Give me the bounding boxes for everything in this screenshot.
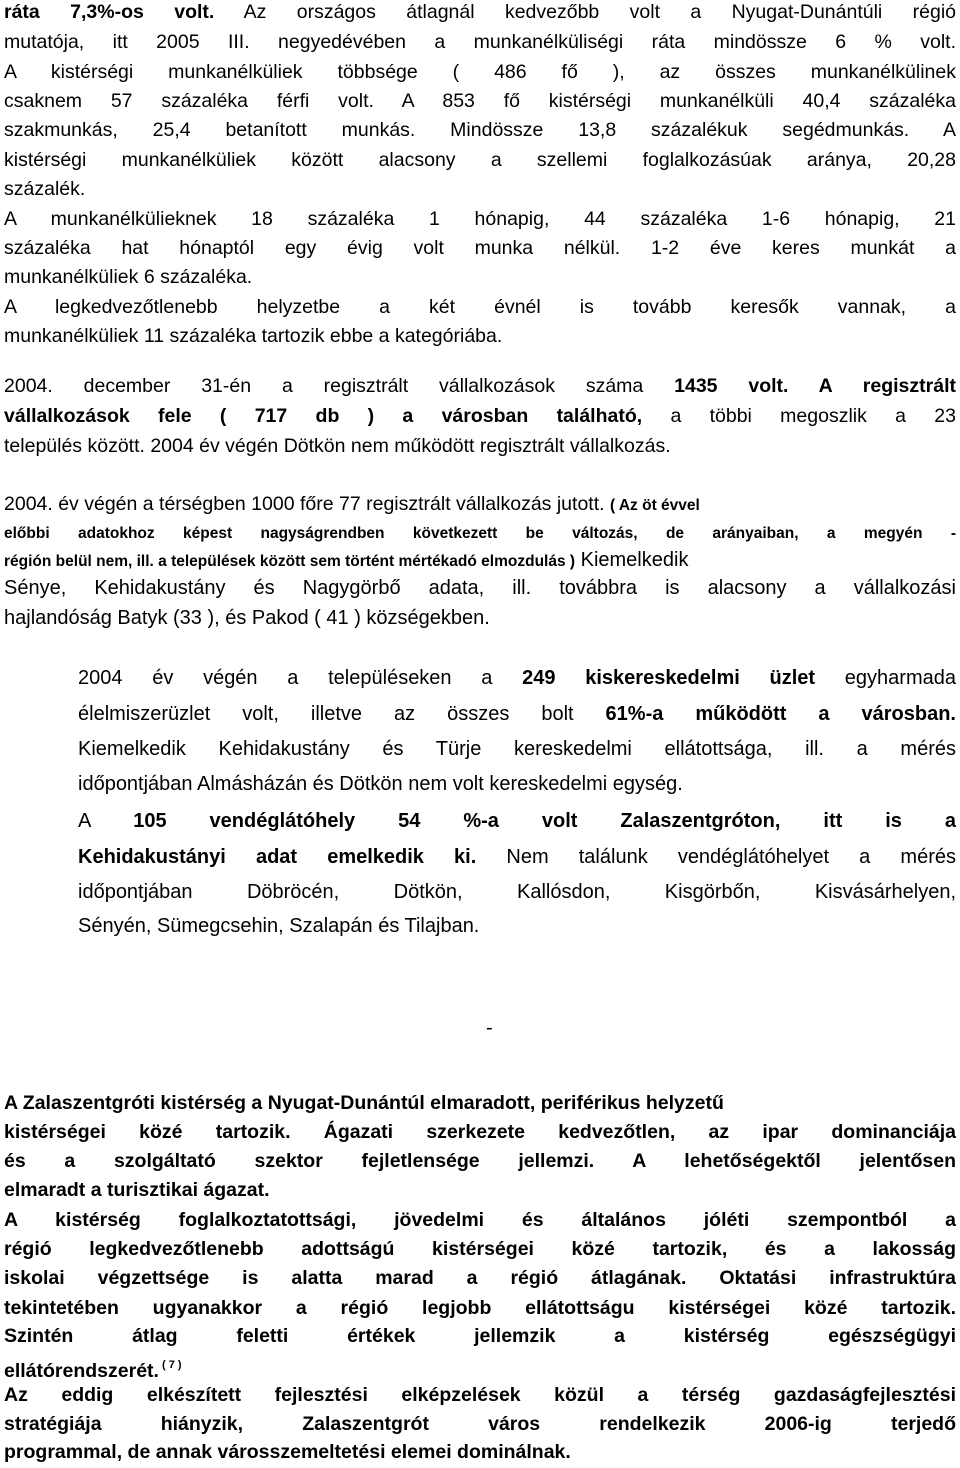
text-run: 2004 év végén a településeken a xyxy=(78,667,523,689)
text-run: Az országos átlagnál kedvezőbb volt a Nyugat-Dunántúli régió xyxy=(214,1,956,23)
bold-text-run: ráta 7,3%-os volt. xyxy=(4,1,215,23)
text-line xyxy=(4,1178,956,1202)
text-line xyxy=(4,1091,956,1115)
text-line xyxy=(4,1120,956,1144)
bold-text-run: 1435 volt. xyxy=(674,375,789,397)
text-run: százaléka hat hónaptól egy évig volt munka nélkül. 1-2 éve keres munkát a xyxy=(4,237,956,259)
text-run: A xyxy=(78,810,134,832)
bold-text-run: 249 kiskereskedelmi üzlet xyxy=(522,667,816,689)
text-line xyxy=(4,1149,956,1173)
bold-text-run: A Zalaszentgróti kistérség a Nyugat-Dunántúl elmaradott, periférikus helyzetű xyxy=(4,1092,724,1114)
bold-text-run: előbbi adatokhoz képest nagyságrendben következett be változás, de arányaiban, a megyén - xyxy=(4,525,956,542)
bold-text-run: A kistérség foglalkoztatottsági, jövedelmi és általános jóléti szempontból a xyxy=(4,1209,956,1231)
text-run: A kistérségi munkanélküliek többsége ( 486 fő ), az összes munkanélkülinek xyxy=(4,61,956,83)
bold-text-run: stratégiája hiányzik, Zalaszentgrót város rendelkezik 2006-ig terjedő xyxy=(4,1413,956,1435)
text-run: százalék. xyxy=(4,178,86,200)
text-line xyxy=(4,1353,956,1383)
text-line xyxy=(4,1237,956,1261)
bold-text-run: programmal, de annak városszemeltetési elemei dominálnak. xyxy=(4,1441,571,1463)
text-run: időpontjában Almásházán és Dötkön nem volt kereskedelmi egység. xyxy=(78,773,683,795)
text-run: kistérségi munkanélküliek között alacsony a szellemi foglalkozásúak aránya, 20,28 xyxy=(4,149,956,171)
bold-text-run: régión belül nem, ill. a települések között sem történt mértékadó elmozdulás ) xyxy=(4,553,576,570)
bold-text-run: 105 vendéglátóhely 54 %-a volt Zalaszentgróton, itt is a xyxy=(133,810,957,832)
bold-text-run: ( Az öt évvel xyxy=(609,497,700,514)
text-run: munkanélküliek 11 százaléka tartozik ebbe a kategóriába. xyxy=(4,325,503,347)
bold-text-run: Kehidakustányi adat emelkedik ki. xyxy=(78,846,477,868)
text-run: mutatója, itt 2005 III. negyedévében a munkanélküliségi ráta mindössze 6 % volt. xyxy=(4,31,956,53)
text-line xyxy=(4,1440,956,1464)
text-line xyxy=(4,1266,956,1290)
text-line xyxy=(4,1383,956,1407)
bold-text-run: Az eddig elkészített fejlesztési elképzelések közül a térség gazdaságfejlesztési xyxy=(4,1384,956,1406)
text-run: település között. 2004 év végén Dötkön nem működött regisztrált vállalkozás. xyxy=(4,435,671,457)
bold-text-run: elmaradt a turisztikai ágazat. xyxy=(4,1179,270,1201)
separator-dash: - xyxy=(486,1017,493,1039)
text-line xyxy=(4,1208,956,1232)
text-run: Sényén, Sümegcsehin, Szalapán és Tilajban. xyxy=(78,915,480,937)
bold-text-run: kistérségei közé tartozik. Ágazati szerkezete kedvezőtlen, az ipar dominanciája xyxy=(4,1121,956,1143)
text-run: egyharmada xyxy=(815,667,956,689)
bold-text-run: vállalkozások fele ( 717 db ) a városban található, xyxy=(4,405,643,427)
bold-text-run: ( 7 ) xyxy=(158,1359,182,1371)
text-line xyxy=(4,1412,956,1436)
bold-text-run: iskolai végzettsége is alatta marad a régió átlagának. Oktatási infrastruktúra xyxy=(4,1267,956,1289)
text-run: munkanélküliek 6 százaléka. xyxy=(4,266,253,288)
text-line xyxy=(4,1296,956,1320)
bold-text-run: ellátórendszerét. xyxy=(4,1360,159,1382)
text-run: Nem találunk vendéglátóhelyet a mérés xyxy=(476,846,956,868)
text-run: Kiemelkedik xyxy=(575,549,689,571)
bold-text-run: A regisztrált xyxy=(788,375,956,397)
text-run: csaknem 57 százaléka férfi volt. A 853 fő kistérségi munkanélküli 40,4 százaléka xyxy=(4,90,956,112)
bold-text-run: tekintetében ugyanakkor a régió legjobb ellátottságu kistérségei közé tartozik. xyxy=(4,1297,956,1319)
text-run: időpontjában Döbröcén, Dötkön, Kallósdon, Kisgörbőn, Kisvásárhelyen, xyxy=(78,881,956,903)
bold-text-run: régió legkedvezőtlenebb adottságú kistérségei közé tartozik, és a lakosság xyxy=(4,1238,956,1260)
bold-text-run: 61%-a működött a városban. xyxy=(605,703,956,725)
text-run: 2004. december 31-én a regisztrált vállalkozások száma xyxy=(4,375,675,397)
text-line xyxy=(4,1324,956,1348)
text-run: A legkedvezőtlenebb helyzetbe a két évnél is tovább keresők vannak, a xyxy=(4,296,956,318)
text-run: A munkanélkülieknek 18 százaléka 1 hónapig, 44 százaléka 1-6 hónapig, 21 xyxy=(4,208,956,230)
bold-text-run: és a szolgáltató szektor fejletlensége jellemzi. A lehetőségektől jelentősen xyxy=(4,1150,956,1172)
text-run: hajlandóság Batyk (33 ), és Pakod ( 41 ) községekben. xyxy=(4,607,490,629)
text-run: élelmiszerüzlet volt, illetve az összes bolt xyxy=(78,703,606,725)
text-run: Kiemelkedik Kehidakustány és Türje kereskedelmi ellátottsága, ill. a mérés xyxy=(78,738,956,760)
text-run: 2004. év végén a térségben 1000 főre 77 regisztrált vállalkozás jutott. xyxy=(4,493,610,515)
text-run: a többi megoszlik a 23 xyxy=(642,405,956,427)
text-run: szakmunkás, 25,4 betanított munkás. Mindössze 13,8 százalékuk segédmunkás. A xyxy=(4,119,956,141)
text-run: Sénye, Kehidakustány és Nagygörbő adata, ill. továbbra is alacsony a vállalkozási xyxy=(4,577,956,599)
bold-text-run: Szintén átlag feletti értékek jellemzik a kistérség egészségügyi xyxy=(4,1325,956,1347)
